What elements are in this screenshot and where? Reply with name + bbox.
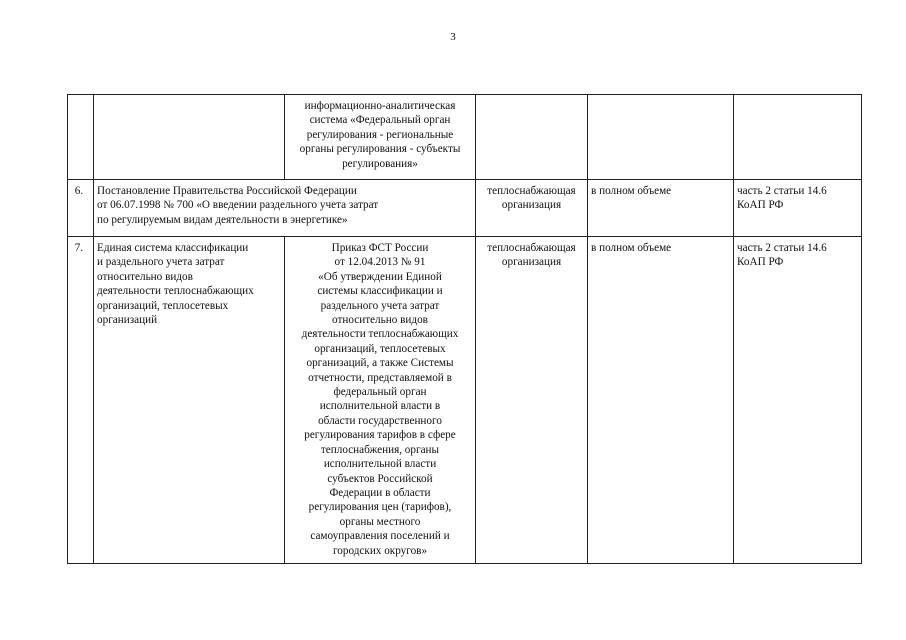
normative-act-cell bbox=[285, 237, 476, 564]
normative-act-line: отчетности, представляемой в bbox=[308, 371, 452, 384]
normative-act-line: «Об утверждении Единой bbox=[318, 270, 442, 283]
requirement-name-line: и раздельного учета затрат bbox=[97, 256, 225, 269]
normative-act-line: теплоснабжения, органы bbox=[320, 443, 440, 456]
scope-cell bbox=[588, 95, 734, 180]
normative-act-line: регулирования тарифов в сфере bbox=[304, 429, 456, 442]
normative-act-line: от 06.07.1998 № 700 «О введении раздельного учета затрат bbox=[97, 199, 379, 212]
normative-act-line: субъектов Российской bbox=[327, 472, 433, 485]
row-number-cell bbox=[68, 95, 94, 180]
normative-act-line: Приказ ФСТ России bbox=[331, 242, 429, 254]
table-row-6 bbox=[68, 180, 862, 237]
normative-act-line: городских округов» bbox=[332, 544, 428, 557]
requirement-name-cell bbox=[94, 95, 285, 180]
normative-act-line: органы местного bbox=[339, 515, 421, 528]
normative-act-merged-cell bbox=[94, 180, 476, 237]
normative-act-line: информационно-аналитическая bbox=[304, 100, 456, 112]
normative-act-line: Федерации в области bbox=[329, 486, 431, 499]
liability-line: КоАП РФ bbox=[737, 256, 784, 269]
page-number: 3 bbox=[450, 31, 456, 43]
normative-act-line: Постановление Правительства Российской Федерации bbox=[97, 185, 357, 197]
liability-line: КоАП РФ bbox=[737, 199, 784, 212]
requirement-name-cell bbox=[94, 237, 285, 564]
normative-act-line: регулирования - региональные bbox=[306, 128, 454, 141]
normative-act-line: области государственного bbox=[318, 414, 442, 427]
scope-cell: в полном объеме bbox=[588, 237, 734, 564]
row-number-cell: 7. bbox=[68, 237, 94, 564]
requirement-name-line: организаций bbox=[97, 314, 158, 327]
normative-act-line: относительно видов bbox=[332, 314, 428, 327]
obligated-entity-cell bbox=[476, 237, 588, 564]
obligated-entity-line: теплоснабжающая bbox=[487, 242, 576, 254]
table-row-7 bbox=[68, 237, 862, 564]
table-row-continuation bbox=[68, 95, 862, 180]
obligated-entity-cell bbox=[476, 180, 588, 237]
normative-act-line: организаций, а также Системы bbox=[306, 357, 454, 370]
normative-act-line: система «Федеральный орган bbox=[309, 114, 451, 127]
normative-act-line: исполнительной власти bbox=[323, 458, 437, 471]
normative-act-line: регулирования» bbox=[342, 157, 418, 170]
normative-act-line: от 12.04.2013 № 91 bbox=[334, 256, 426, 269]
normative-act-line: деятельности теплоснабжающих bbox=[301, 328, 459, 341]
normative-act-line: раздельного учета затрат bbox=[320, 299, 440, 312]
row-number-cell: 6. bbox=[68, 180, 94, 237]
obligated-entity-line: организация bbox=[501, 199, 562, 212]
requirement-name-line: Единая система классификации bbox=[97, 242, 249, 254]
liability-line: часть 2 статьи 14.6 bbox=[737, 242, 827, 254]
normative-act-line: органы регулирования - субъекты bbox=[299, 143, 461, 156]
obligated-entity-line: организация bbox=[501, 256, 562, 269]
requirement-name-line: относительно видов bbox=[97, 270, 193, 283]
requirement-name-line: организаций, теплосетевых bbox=[97, 299, 229, 312]
normative-act-line: самоуправления поселений и bbox=[310, 530, 450, 543]
scope-cell: в полном объеме bbox=[588, 180, 734, 237]
normative-act-line: федеральный орган bbox=[333, 386, 427, 399]
liability-line: часть 2 статьи 14.6 bbox=[737, 185, 827, 197]
normative-act-line: системы классификации и bbox=[317, 285, 443, 298]
normative-act-cell bbox=[285, 95, 476, 180]
requirement-name-line: деятельности теплоснабжающих bbox=[97, 285, 254, 298]
requirements-table bbox=[67, 94, 862, 564]
normative-act-line: регулирования цен (тарифов), bbox=[308, 501, 452, 514]
obligated-entity-line: теплоснабжающая bbox=[487, 185, 576, 197]
normative-act-line: исполнительной власти в bbox=[319, 400, 441, 413]
liability-cell bbox=[734, 180, 862, 237]
liability-cell bbox=[734, 95, 862, 180]
liability-cell bbox=[734, 237, 862, 564]
normative-act-line: организаций, теплосетевых bbox=[314, 342, 446, 355]
obligated-entity-cell bbox=[476, 95, 588, 180]
normative-act-line: по регулируемым видам деятельности в энергетике» bbox=[97, 213, 348, 226]
